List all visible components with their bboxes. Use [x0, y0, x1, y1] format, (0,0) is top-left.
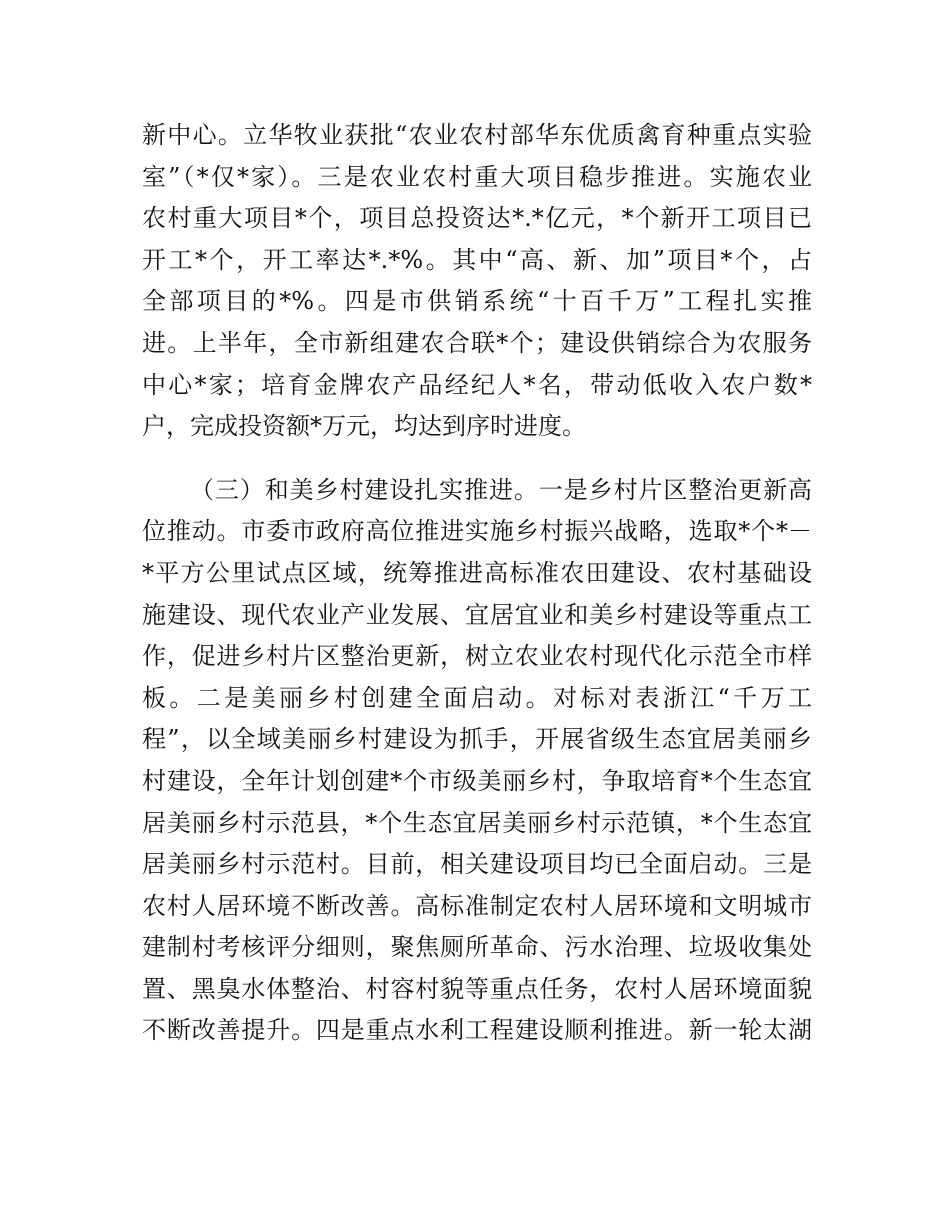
text-line: 室”（*仅*家）。三是农业农村重大项目稳步推进。实施农业 [142, 162, 812, 191]
text-line: （三）和美乡村建设扎实推进。一是乡村片区整治更新高 [190, 475, 812, 504]
text-line: 中心*家；培育金牌农产品经纪人*名，带动低收入农户数* [142, 370, 812, 399]
text-line: 作，促进乡村片区整治更新，树立农业农村现代化示范全市样 [142, 642, 812, 671]
text-line: 新中心。立华牧业获批“农业农村部华东优质禽育种重点实验 [142, 121, 812, 149]
text-line: 居美丽乡村示范村。目前，相关建设项目均已全面启动。三是 [142, 850, 812, 879]
document-body [142, 115, 812, 1052]
paragraph-2 [142, 470, 812, 1052]
paragraph-1 [142, 115, 812, 448]
text-line: 不断改善提升。四是重点水利工程建设顺利推进。新一轮太湖 [142, 1016, 812, 1045]
text-line: 进。上半年，全市新组建农合联*个；建设供销综合为农服务 [142, 328, 812, 357]
text-line: *平方公里试点区域，统筹推进高标准农田建设、农村基础设 [142, 558, 812, 587]
text-line: 农村人居环境不断改善。高标准制定农村人居环境和文明城市 [142, 891, 812, 920]
text-line: 板。二是美丽乡村创建全面启动。对标对表浙江“千万工 [142, 683, 812, 712]
text-line: 村建设，全年计划创建*个市级美丽乡村，争取培育*个生态宜 [142, 766, 812, 795]
text-line: 施建设、现代农业产业发展、宜居宜业和美乡村建设等重点工 [142, 600, 812, 629]
text-line: 开工*个，开工率达*.*%。其中“高、新、加”项目*个，占 [142, 245, 812, 274]
paragraph-spacer [142, 448, 812, 470]
text-line: 建制村考核评分细则，聚焦厕所革命、污水治理、垃圾收集处 [142, 933, 812, 962]
text-line: 居美丽乡村示范县，*个生态宜居美丽乡村示范镇，*个生态宜 [142, 808, 812, 837]
text-line: 户，完成投资额*万元，均达到序时进度。 [142, 412, 586, 441]
text-line: 程”，以全域美丽乡村建设为抓手，开展省级生态宜居美丽乡 [142, 725, 812, 754]
text-line: 位推动。市委市政府高位推进实施乡村振兴战略，选取*个*－ [142, 517, 812, 546]
text-line: 置、黑臭水体整治、村容村貌等重点任务，农村人居环境面貌 [142, 974, 812, 1003]
text-line: 农村重大项目*个，项目总投资达*.*亿元，*个新开工项目已 [142, 204, 812, 233]
text-line: 全部项目的*%。四是市供销系统“十百千万”工程扎实推 [142, 287, 812, 316]
